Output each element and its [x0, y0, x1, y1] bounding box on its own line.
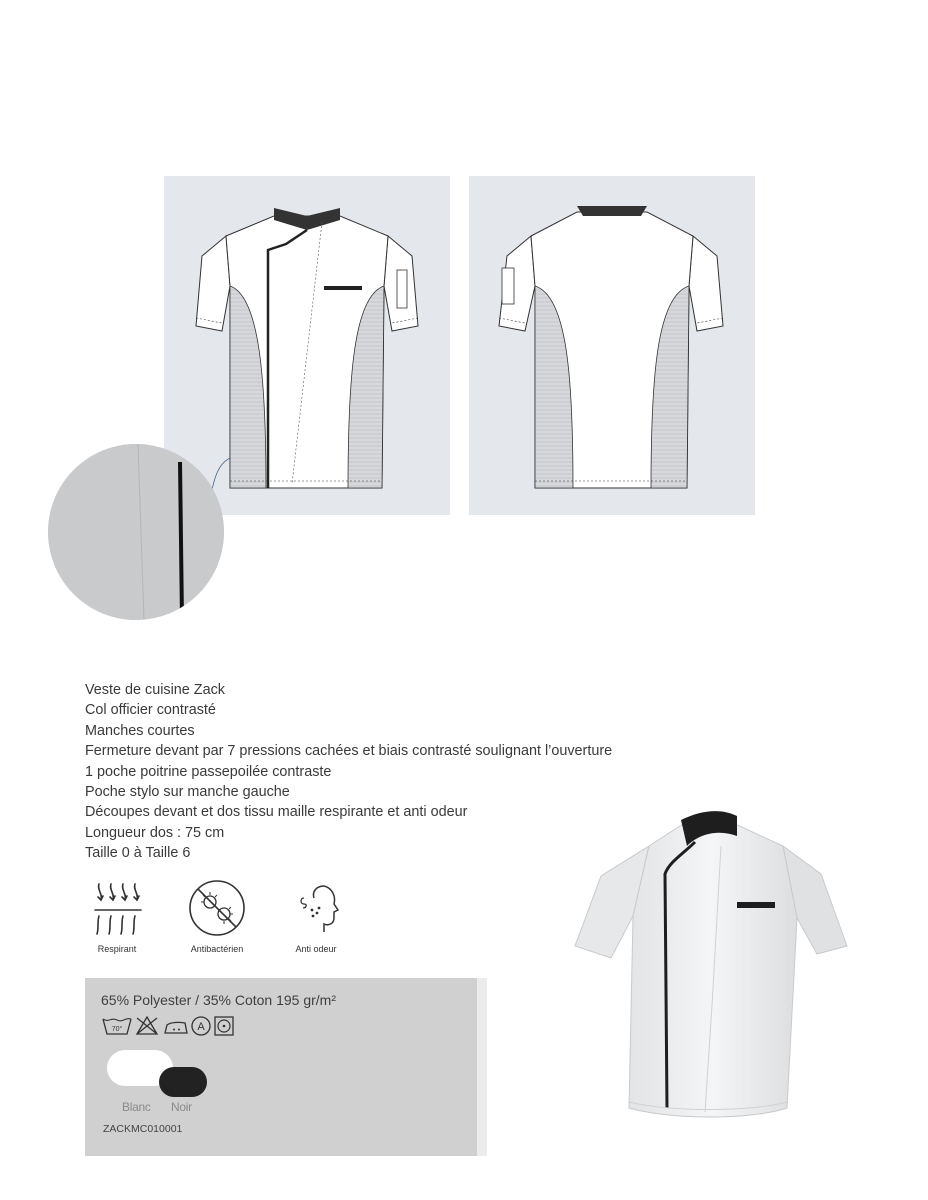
description-line: Poche stylo sur manche gauche	[85, 784, 290, 801]
svg-text:A: A	[197, 1021, 205, 1033]
feature-respirant	[72, 878, 162, 954]
jacket-photo	[571, 806, 853, 1148]
description-line: Manches courtes	[85, 722, 195, 739]
description-line: Veste de cuisine Zack	[85, 682, 225, 698]
spec-box	[85, 978, 477, 1156]
jacket-back-sketch	[469, 176, 755, 515]
description-line: Découpes devant et dos tissu maille respirante et anti odeur	[85, 804, 468, 821]
feature-anti-odeur	[271, 878, 361, 954]
breathable-icon	[87, 878, 147, 938]
feature-label: Respirant	[97, 944, 137, 954]
color-label-noir: Noir	[171, 1100, 192, 1114]
description-line: Taille 0 à Taille 6	[85, 845, 191, 862]
tumble-dry-icon	[215, 1017, 233, 1035]
no-bleach-icon	[137, 1017, 157, 1034]
iron-icon	[165, 1022, 187, 1033]
description-line: 1 poche poitrine passepoilée contraste	[85, 763, 332, 780]
product-reference: ZACKMC010001	[103, 1123, 183, 1135]
color-swatch-noir[interactable]	[159, 1067, 207, 1097]
feature-label: Antibactérien	[190, 944, 244, 954]
back-view-drawing	[469, 176, 755, 515]
product-description	[85, 680, 612, 864]
front-view-drawing	[164, 176, 450, 515]
description-line: Fermeture devant par 7 pressions cachées et biais contrasté soulignant l’ouverture	[85, 743, 613, 760]
spec-box-shadow	[477, 978, 487, 1156]
fabric-composition: 65% Polyester / 35% Coton 195 gr/m²	[101, 992, 337, 1008]
jacket-front-sketch	[164, 176, 450, 515]
description-line: Col officier contrasté	[85, 702, 216, 719]
svg-text:70°: 70°	[111, 1026, 123, 1033]
anti-odor-icon	[286, 878, 346, 938]
wash-70-icon	[103, 1019, 131, 1034]
piping-detail-image	[48, 444, 224, 620]
care-symbols	[101, 1014, 261, 1038]
feature-antibacterien	[172, 878, 262, 954]
antibacterial-icon	[187, 878, 247, 938]
feature-label: Anti odeur	[295, 944, 337, 954]
fabric-zoom-detail	[48, 444, 224, 620]
color-label-blanc: Blanc	[122, 1100, 151, 1114]
dry-clean-a-icon	[192, 1017, 210, 1035]
description-line: Longueur dos : 75 cm	[85, 824, 225, 841]
